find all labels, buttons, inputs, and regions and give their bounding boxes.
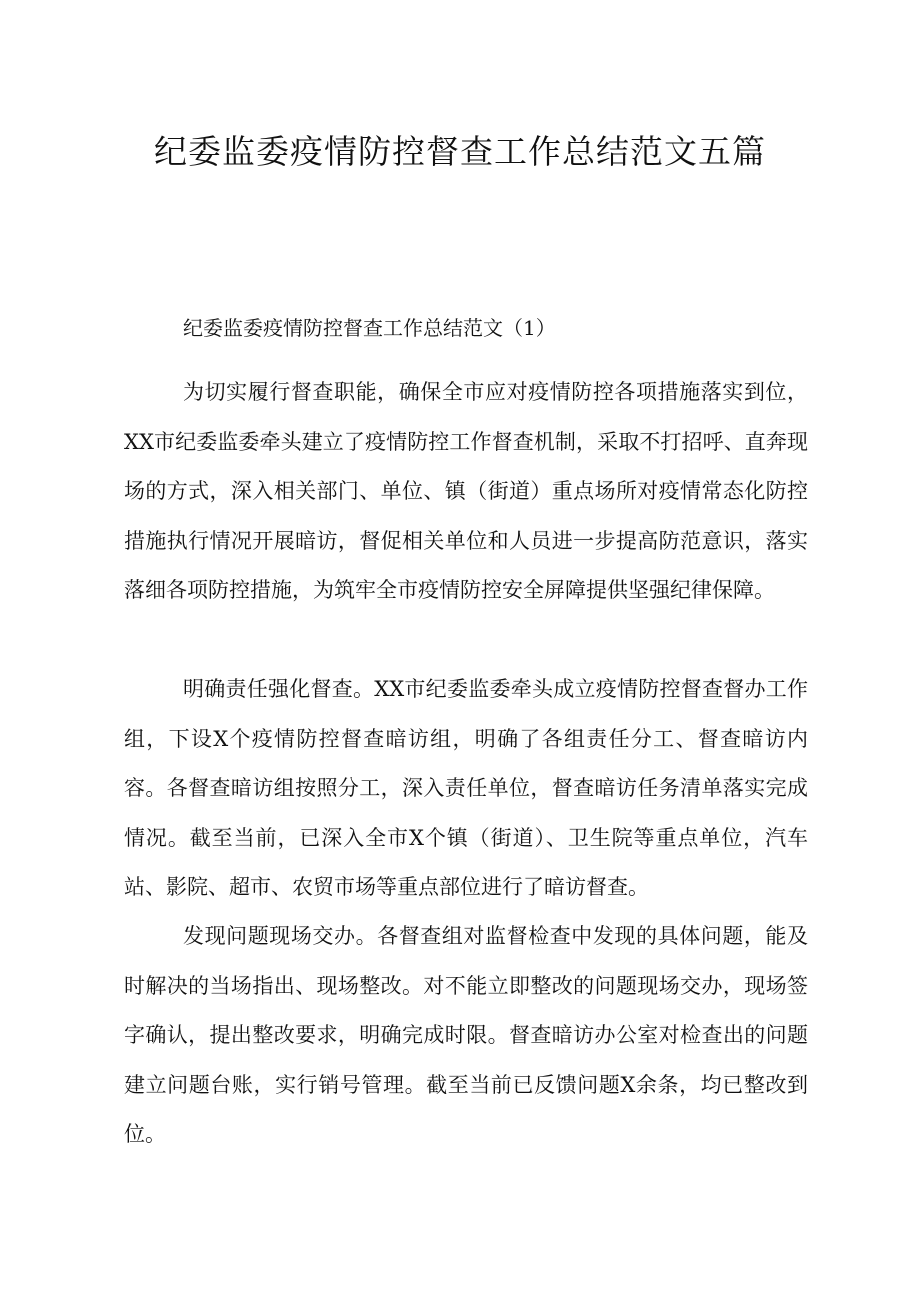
document-title: 纪委监委疫情防控督查工作总结范文五篇 (154, 132, 766, 171)
paragraph-issues: 发现问题现场交办。各督查组对监督检查中发现的具体问题，能及时解决的当场指出、现场整改。对不能立即整改的问题现场交办，现场签字确认，提出整改要求，明确完成时限。督查暗访办公室对检查出的问题建立问题台账，实行销号管理。截至当前已反馈问题X余条，均已整改到位。 (124, 924, 808, 1146)
paragraph-responsibility: 明确责任强化督查。XX市纪委监委牵头成立疫情防控督查督办工作组，下设X个疫情防控督查暗访组，明确了各组责任分工、督查暗访内容。各督查暗访组按照分工，深入责任单位，督查暗访任务清单落实完成情况。截至当前，已深入全市X个镇（街道）、卫生院等重点单位，汽车站、影院、超市、农贸市场等重点部位进行了暗访督查。 (124, 677, 808, 899)
paragraph-intro: 为切实履行督查职能，确保全市应对疫情防控各项措施落实到位，XX市纪委监委牵头建立了疫情防控工作督查机制，采取不打招呼、直奔现场的方式，深入相关部门、单位、镇（街道）重点场所对疫情常态化防控措施执行情况开展暗访，督促相关单位和人员进一步提高防范意识，落实落细各项防控措施，为筑牢全市疫情防控安全屏障提供坚强纪律保障。 (124, 380, 808, 602)
section-heading: 纪委监委疫情防控督查工作总结范文（1） (183, 316, 556, 340)
